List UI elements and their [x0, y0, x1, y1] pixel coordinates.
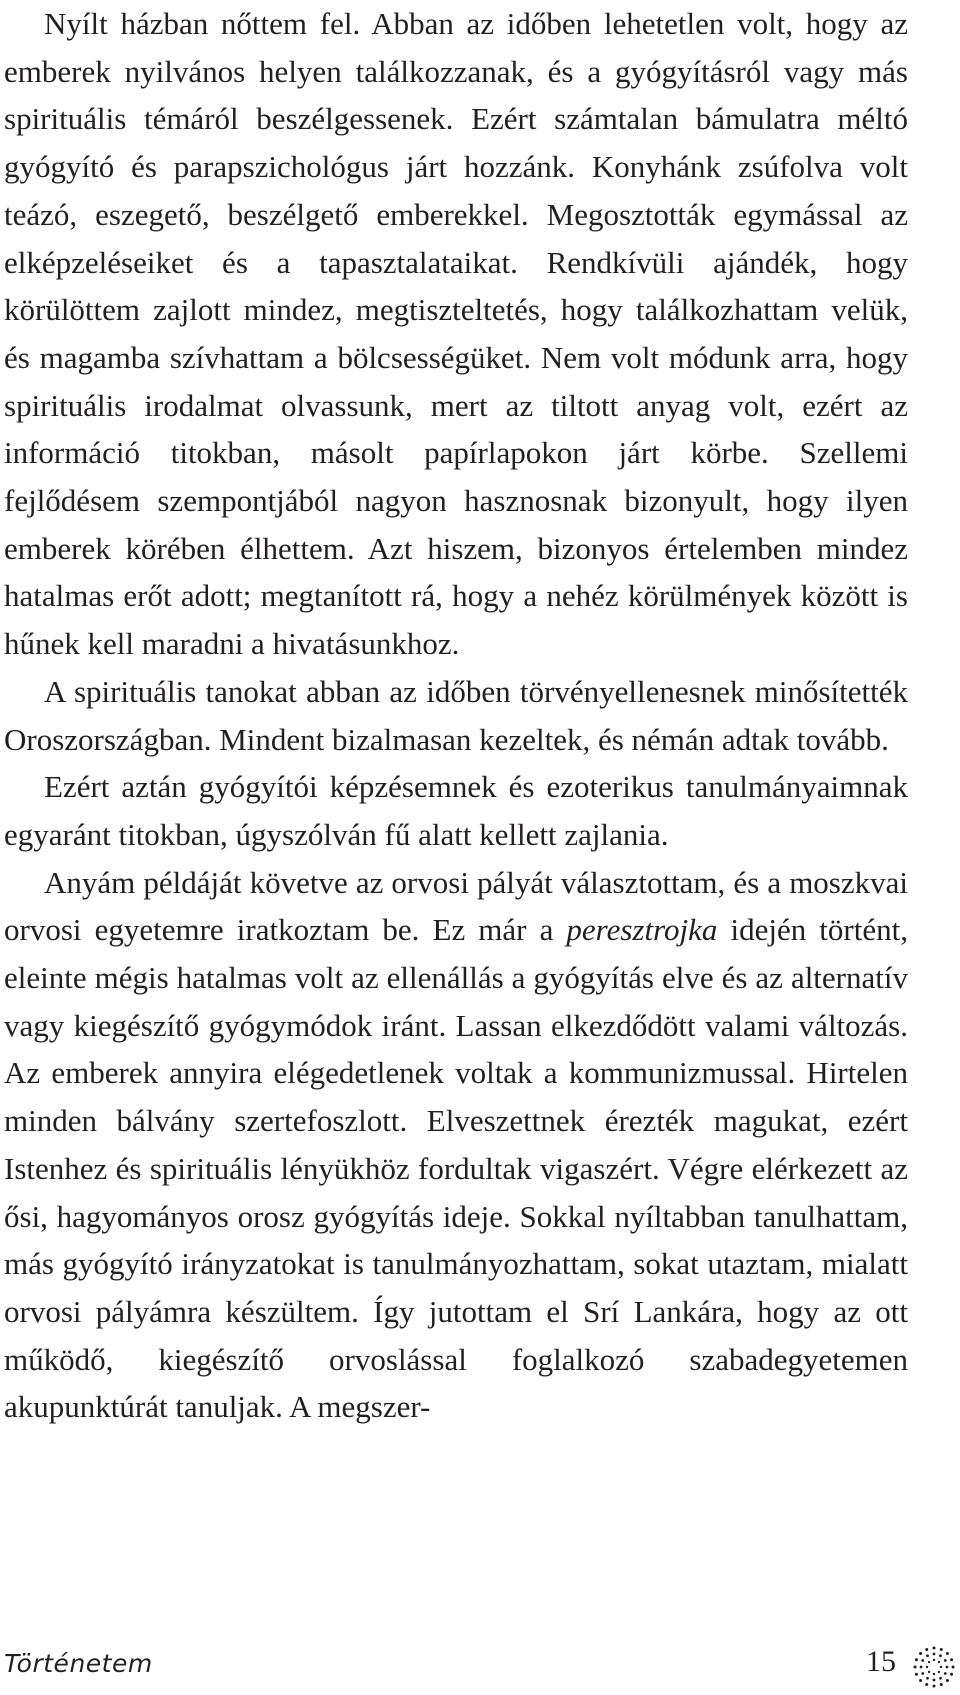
page-footer: [0, 1645, 960, 1689]
rosette-dot: [933, 1653, 936, 1656]
rosette-dot: [914, 1666, 917, 1669]
rosette-dot: [920, 1666, 923, 1669]
rosette-dot: [925, 1648, 928, 1651]
rosette-dot: [952, 1666, 955, 1669]
rosette-dot: [940, 1666, 942, 1668]
rosette-dot: [939, 1677, 942, 1680]
rosette-dot: [919, 1679, 922, 1682]
rosette-dot: [946, 1666, 949, 1669]
rosette-dot: [933, 1647, 936, 1650]
paragraph-1: Nyílt házban nőttem fel. Abban az időben lehetetlen volt, hogy az emberek nyilvános helyen találkozzanak, és a gyógyításról vagy más spirituális témáról beszélgessenek. Ezért számtalan bámulatra méltó gyógyító és parapszichológus járt hozzánk. Konyhánk zsúfolva volt teázó, eszegető, beszélgető emberekkel. Megosztották egymással az elképzeléseiket és a tapasztalataikat. Rendkívüli ajándék, hogy körülöttem zajlott mindez, megtiszteltetés, hogy találkozhattam velük, és magamba szívhattam a bölcsességüket. Nem volt módunk arra, hogy spirituális irodalmat olvassunk, mert az tiltott anyag volt, ezért az információ titokban, másolt papírlapokon járt körbe. Szellemi fejlődésem szempontjából nagyon hasznosnak bizonyult, hogy ilyen emberek körében élhettem. Azt hiszem, bizonyos értelemben mindez hatalmas erőt adott; megtanított rá, hogy a nehéz körülmények között is hűnek kell maradni a hivatásunkhoz.: [4, 6, 908, 662]
rosette-dot: [950, 1673, 953, 1676]
rosette-dot: [921, 1672, 924, 1675]
paragraph-4-part-2: idején történt, eleinte mégis hatalmas volt az ellenállás a gyógyítás elve és az alternatív vagy kiegészítő gyógymódok iránt. Lassan elkezdődött valami változás. Az emberek annyira elégedetlenek voltak a kommunizmussal. Hirtelen minden bálvány szertefoszlott. Elveszettnek érezték magukat, ezért Istenhez és spirituális lényükhöz fordultak vigaszért. Végre elérkezett az ősi, hagyományos orosz gyógyítás ideje. Sokkal nyíltabban tanulhattam, más gyógyító irányzatokat is tanulmányozhattam, sokat utaztam, mialatt orvosi pályámra készültem. Így jutottam el Srí Lankára, hogy az ott működő, kiegészítő orvoslással foglalkozó szabadegyetemen akupunktúrát tanuljak. A megszer-: [4, 912, 908, 1425]
rosette-dot: [940, 1648, 943, 1651]
paragraph-3: Ezért aztán gyógyítói képzésemnek és ezoterikus tanulmányaimnak egyaránt titokban, úgyszólván fű alatt kellett zajlania.: [4, 769, 908, 852]
rosette-dot: [933, 1673, 935, 1675]
rosette-dot: [940, 1683, 943, 1686]
dotted-rosette-icon: [912, 1645, 956, 1689]
rosette-dot: [921, 1659, 924, 1662]
paragraph-4-italic-term: peresztrojka: [566, 912, 718, 948]
running-head: Történetem: [4, 1649, 153, 1678]
paragraph-4: [4, 859, 908, 1431]
rosette-dot: [946, 1652, 949, 1655]
rosette-dot: [933, 1659, 935, 1661]
rosette-dot: [928, 1671, 930, 1673]
rosette-dot: [946, 1679, 949, 1682]
rosette-dot: [919, 1652, 922, 1655]
rosette-dot: [938, 1661, 940, 1663]
rosette-dot: [938, 1671, 940, 1673]
rosette-dot: [925, 1683, 928, 1686]
page-number: 15: [866, 1645, 896, 1678]
rosette-dot: [928, 1661, 930, 1663]
rosette-dot: [915, 1658, 918, 1661]
rosette-dot: [915, 1673, 918, 1676]
rosette-dot: [944, 1672, 947, 1675]
rosette-dot: [939, 1654, 942, 1657]
rosette-dot: [944, 1659, 947, 1662]
body-text: [4, 0, 908, 1431]
rosette-dot: [926, 1654, 929, 1657]
paragraph-2: A spirituális tanokat abban az időben törvényellenesnek minősítették Oroszországban. Mindent bizalmasan kezeltek, és némán adtak tovább.: [4, 673, 908, 757]
paragraph-4-part-1: Anyám példáját követve az orvosi pályát választottam, és a moszkvai orvosi egyetemre iratkoztam be. Ez már a: [4, 864, 908, 948]
rosette-dot: [926, 1677, 929, 1680]
rosette-dot: [933, 1679, 936, 1682]
rosette-dot: [933, 1685, 936, 1688]
rosette-dot: [950, 1658, 953, 1661]
rosette-dot: [926, 1666, 928, 1668]
